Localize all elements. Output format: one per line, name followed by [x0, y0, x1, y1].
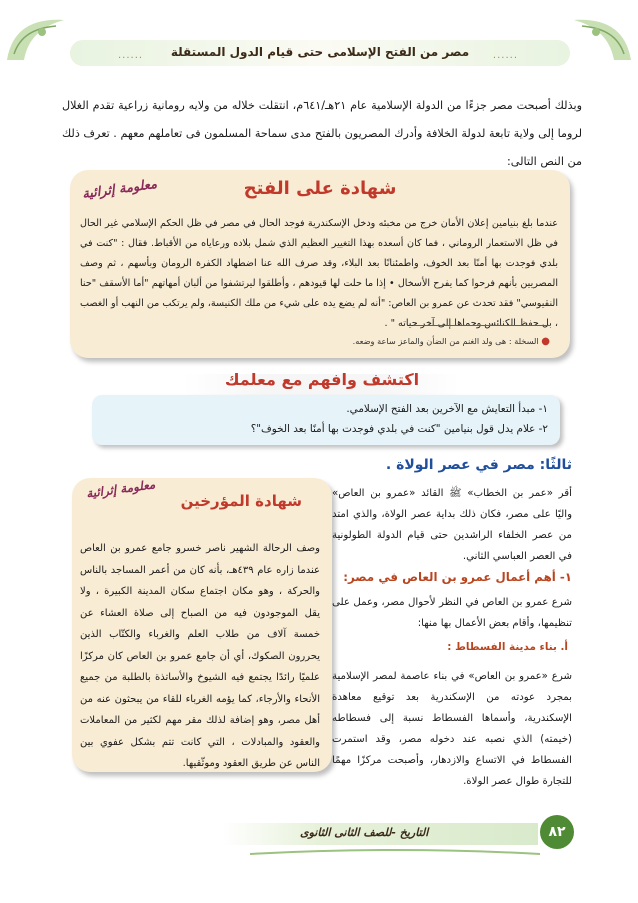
running-header-title: مصر من الفتح الإسلامى حتى قيام الدول المستقلة	[170, 45, 470, 59]
page-number: ٨٢	[540, 815, 574, 849]
enrichment-tag: معلومة إثرائية	[85, 477, 157, 501]
intro-paragraph: وبذلك أصبحت مصر جزءًا من الدولة الإسلامية عام ٢١هـ/٦٤١م، انتقلت خلاله من ولايه رومانية زراعية تقدم الغلال لروما إلى ولاية تابعة لدولة الخلافة وأدرك المصريون بالفتح مدى سماحة المسلمون فى تعاملهم معهم . تعرف ذلك من النص التالى:	[62, 99, 582, 168]
subheading: ١- أهم أعمال عمرو بن العاص في مصر:	[343, 570, 572, 584]
ornament-right-icon	[566, 10, 636, 66]
section-paragraph: شرع «عمرو بن العاص» في بناء عاصمة لمصر الإسلامية بمجرد عودته من الإسكندرية بعد توقيع معاهدة الإسكندرية، وأسماها الفسطاط نسبة إلى فسطاطه (خيمته) الذي نصبه عند دخوله مصر، وقد استمرت الفسطاط في الاتساع والازدهار، وأصبحت مركزًا مهمًا للتجارة طوال عصر الولاة.	[332, 671, 572, 787]
footer-book-title: التاريخ -للصف الثانى الثانوى	[300, 826, 429, 839]
list-item: ١- مبدأ التعايش مع الآخرين بعد الفتح الإسلامي.	[346, 403, 548, 415]
bullet-icon: ●	[541, 336, 550, 347]
footnote-divider	[414, 325, 550, 326]
header-dots: ......	[492, 50, 518, 61]
enrichment-box-historians	[72, 478, 332, 772]
box-title: شهادة على الفتح	[243, 178, 397, 199]
box-body-text: وصف الرحالة الشهير ناصر خسرو جامع عمرو بن العاص عندما زاره عام ٤٣٩هـ، بأنه كان من أعمر المساجد بالناس والحركة ، وهو مكان اجتماع سكان المدينة الكبيرة ، ولا يقل الموجودون فيه من الصباح إلى صلاة العشاء عن خمسة آلاف من طلاب العلم والغرباء والكتّاب الذين يحررون الصكوك، أي أن جامع عمرو بن العاص كان مركزًا علميًا رائدًا يجتمع فيه الشيوخ والأساتذة بالطلبة من جميع الأنحاء والأرجاء، كما يؤمه الغرباء للقاء من يبحثون عنه من أهل مصر، وهو إضافة لذلك مقر مهم لكثير من المعاملات والعقود والمبادلات ، التي كانت تتم بشكل عفوي بين الناس عن طريق العقود وموثّقيها.	[80, 543, 321, 769]
section-paragraph: أقر «عمر بن الخطاب» ﷺ القائد «عمرو بن العاص» واليًا على مصر، فكان ذلك بداية عصر الولاة، والذي امتد من عصر الخلفاء الراشدين حتى قيام الدولة الطولونية في العصر العباسي الثاني.	[332, 488, 572, 562]
ornament-left-icon	[2, 10, 72, 66]
footnote-text: السخلة : هى ولد الغنم من الضأن والماعز ساعة وضعه.	[352, 336, 539, 346]
list-item: ٢- علام يدل قول بنيامين "كنت في بلدي فوجدت بها أمنًا بعد الخوف"؟	[250, 423, 548, 435]
subheading: أ. بناء مدينة الفسطاط :	[447, 641, 568, 653]
header-dots: ......	[118, 50, 144, 61]
box-body-text: عندما بلغ بنيامين إعلان الأمان خرج من مخبئه ودخل الإسكندرية فوجد الحال في مصر في ظل الحكم الإسلامي غير الحال في ظل الاستعمار الروماني ، فما كان أسعده بهذا التغيير العظيم الذي شمل بلاده ورعاياه من الأقباط. فقال : "كنت في بلدي فوجدت بها أمنًا بعد الخوف، واطمئنانًا بعد البلاء، وقد صرف الله عنا اضطهاد الكفرة الرومان وبأسهم ، ثم وصف المصريين بأنهم فرحوا كما يفرح الأسخال • إذا ما حلت لها قيودهم ، وأطلقوا ليرتشفوا من ألبان أمهاتهم "أما الأسقف "حنا النقيوسي" فقد تحدث عن عمرو بن العاص: "أنه لم يضع يده على شيء من ملك الكنيسة، ولم يرتكب من النهب أو الغصب ، بل حفظ الكنائس وحماها إلى آخر حياته " .	[80, 218, 558, 329]
footer-ornament-icon	[250, 848, 540, 860]
section-paragraph: شرع عمرو بن العاص في النظر لأحوال مصر، وعمل على تنظيمها، وأقام بعض الأعمال بها منها:	[332, 597, 572, 629]
enrichment-tag: معلومة إثرائية	[81, 176, 158, 203]
discover-box	[92, 395, 560, 445]
footnote	[353, 336, 550, 347]
box-title: شهادة المؤرخين	[180, 492, 302, 510]
enrichment-box-fath	[70, 170, 570, 358]
section-title: ثالثًا: مصر في عصر الولاة .	[385, 457, 572, 473]
discover-title: اكتشف وافهم مع معلمك	[224, 370, 420, 389]
